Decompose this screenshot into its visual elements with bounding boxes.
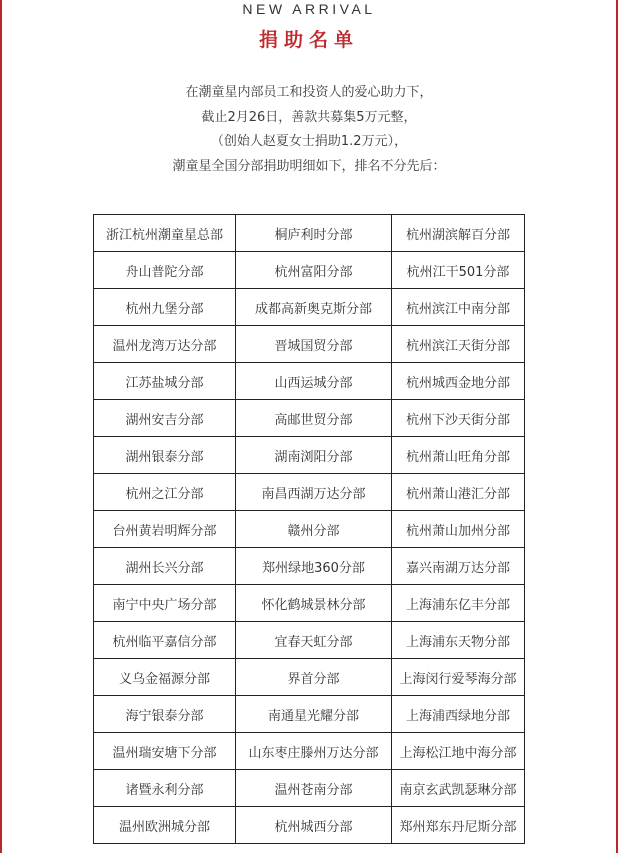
table-row <box>94 363 525 400</box>
donor-cell: 杭州之江分部 <box>94 474 236 511</box>
table-row <box>94 215 525 252</box>
donor-cell: 上海松江地中海分部 <box>392 733 525 770</box>
donor-cell: 赣州分部 <box>236 511 392 548</box>
table-row <box>94 437 525 474</box>
donor-cell: 杭州萧山港汇分部 <box>392 474 525 511</box>
donor-cell: 南宁中央广场分部 <box>94 585 236 622</box>
donor-cell: 南通星光耀分部 <box>236 696 392 733</box>
table-row <box>94 696 525 733</box>
intro-line: 潮童星全国分部捐助明细如下，排名不分先后： <box>172 158 446 174</box>
donor-cell: 成都高新奥克斯分部 <box>236 289 392 326</box>
donor-cell: 上海浦西绿地分部 <box>392 696 525 733</box>
donor-cell: 晋城国贸分部 <box>236 326 392 363</box>
donor-cell: 湖州安吉分部 <box>94 400 236 437</box>
donor-cell: 温州欧洲城分部 <box>94 807 236 844</box>
donor-cell: 杭州富阳分部 <box>236 252 392 289</box>
donor-cell: 山东枣庄滕州万达分部 <box>236 733 392 770</box>
table-row <box>94 400 525 437</box>
table-row <box>94 474 525 511</box>
donor-cell: 台州黄岩明辉分部 <box>94 511 236 548</box>
donor-cell: 浙江杭州潮童星总部 <box>94 215 236 252</box>
donor-cell: 舟山普陀分部 <box>94 252 236 289</box>
donor-cell: 高邮世贸分部 <box>236 400 392 437</box>
table-row <box>94 733 525 770</box>
donor-table <box>93 214 525 844</box>
donor-cell: 郑州绿地360分部 <box>236 548 392 585</box>
intro-line: （创始人赵夏女士捐助1.2万元）， <box>210 134 408 149</box>
donor-cell: 江苏盐城分部 <box>94 363 236 400</box>
donor-cell: 海宁银泰分部 <box>94 696 236 733</box>
donor-cell: 上海闵行爱琴海分部 <box>392 659 525 696</box>
table-row <box>94 622 525 659</box>
table-row <box>94 289 525 326</box>
donor-cell: 杭州滨江天街分部 <box>392 326 525 363</box>
table-row <box>94 585 525 622</box>
intro-paragraph <box>0 81 618 179</box>
donor-cell: 杭州湖滨解百分部 <box>392 215 525 252</box>
donor-cell: 桐庐利时分部 <box>236 215 392 252</box>
table-row <box>94 511 525 548</box>
donor-cell: 湖南浏阳分部 <box>236 437 392 474</box>
donor-cell: 湖州长兴分部 <box>94 548 236 585</box>
table-row <box>94 252 525 289</box>
donor-cell: 南昌西湖万达分部 <box>236 474 392 511</box>
donor-cell: 郑州郑东丹尼斯分部 <box>392 807 525 844</box>
donor-cell: 杭州下沙天街分部 <box>392 400 525 437</box>
donor-cell: 山西运城分部 <box>236 363 392 400</box>
donor-cell: 上海浦东亿丰分部 <box>392 585 525 622</box>
donor-cell: 温州瑞安塘下分部 <box>94 733 236 770</box>
donor-cell: 杭州萧山旺角分部 <box>392 437 525 474</box>
table-row <box>94 326 525 363</box>
donor-table-body <box>94 215 525 844</box>
table-row <box>94 548 525 585</box>
donor-cell: 温州苍南分部 <box>236 770 392 807</box>
donor-cell: 上海浦东天物分部 <box>392 622 525 659</box>
donor-cell: 界首分部 <box>236 659 392 696</box>
table-row <box>94 807 525 844</box>
donor-cell: 杭州滨江中南分部 <box>392 289 525 326</box>
eyebrow-heading: NEW ARRIVAL <box>242 1 376 17</box>
table-row <box>94 659 525 696</box>
table-row <box>94 770 525 807</box>
donor-cell: 杭州临平嘉信分部 <box>94 622 236 659</box>
donor-cell: 义乌金福源分部 <box>94 659 236 696</box>
donor-cell: 杭州萧山加州分部 <box>392 511 525 548</box>
donor-cell: 杭州城西分部 <box>236 807 392 844</box>
donor-cell: 嘉兴南湖万达分部 <box>392 548 525 585</box>
donor-cell: 南京玄武凯瑟琳分部 <box>392 770 525 807</box>
donor-cell: 温州龙湾万达分部 <box>94 326 236 363</box>
intro-line: 在潮童星内部员工和投资人的爱心助力下， <box>185 85 433 100</box>
donor-cell: 怀化鹤城景林分部 <box>236 585 392 622</box>
donor-cell: 杭州江干501分部 <box>392 252 525 289</box>
page-title: 捐助名单 <box>258 29 359 51</box>
intro-line: 截止2月26日，善款共募集5万元整， <box>201 109 417 125</box>
donor-cell: 湖州银泰分部 <box>94 437 236 474</box>
donor-cell: 宜春天虹分部 <box>236 622 392 659</box>
donor-cell: 诸暨永利分部 <box>94 770 236 807</box>
donor-cell: 杭州九堡分部 <box>94 289 236 326</box>
donor-cell: 杭州城西金地分部 <box>392 363 525 400</box>
